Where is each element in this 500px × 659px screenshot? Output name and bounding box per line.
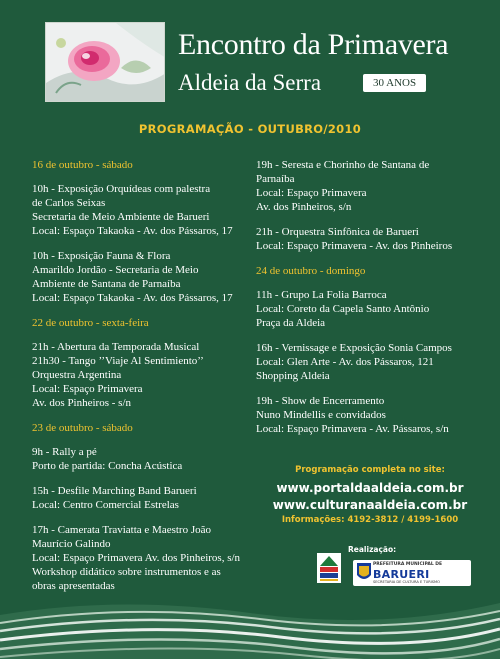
event-entry <box>32 340 257 410</box>
anniversary-badge <box>363 74 426 92</box>
event-line: 10h - Exposição Fauna & Flora <box>32 250 171 262</box>
event-line: Parnaíba <box>256 173 295 185</box>
event-line: de Carlos Seixas <box>32 197 106 209</box>
event-line: 19h - Seresta e Chorinho de Santana de <box>256 159 430 171</box>
logo-line: SECRETARIA DE CULTURA E TURISMO <box>373 580 440 584</box>
badge-text: 30 ANOS <box>373 77 417 89</box>
schedule-left-column <box>32 158 257 604</box>
event-line: Local: Espaço Takaoka - Av. dos Pássaros, 17 <box>32 225 233 237</box>
day-heading: 24 de outubro - domingo <box>256 265 366 277</box>
event-entry <box>32 523 257 593</box>
day-heading: 22 de outubro - sexta-feira <box>32 317 149 329</box>
info-block <box>256 465 484 525</box>
logo-line: BARUERI <box>373 568 430 581</box>
event-line: 9h - Rally a pé <box>32 446 97 458</box>
event-line: Local: Espaço Primavera - Av. dos Pinheiros <box>256 240 453 252</box>
event-line: Av. dos Pinheiros, s/n <box>256 201 352 213</box>
event-line: 16h - Vernissage e Exposição Sonia Campos <box>256 342 452 354</box>
event-line: Local: Espaço Takaoka - Av. dos Pássaros, 17 <box>32 292 233 304</box>
event-entry <box>32 484 257 512</box>
event-entry <box>256 225 484 253</box>
event-line: 10h - Exposição Orquídeas com palestra <box>32 183 211 195</box>
day-heading: 16 de outubro - sábado <box>32 159 133 171</box>
event-line: 21h30 - Tango ’’Viaje Al Sentimiento’’ <box>32 355 204 367</box>
realizacao-label: Realização: <box>348 545 397 554</box>
event-line: Praça da Aldeia <box>256 317 326 329</box>
event-line: Maurício Galindo <box>32 538 111 550</box>
event-line: Local: Espaço Primavera Av. dos Pinheiros, s/n <box>32 552 241 564</box>
event-line: Nuno Mindellis e convidados <box>256 409 386 421</box>
program-heading: PROGRAMAÇÃO - OUTUBRO/2010 <box>138 122 362 136</box>
day-heading: 23 de outubro - sábado <box>32 422 133 434</box>
decorative-waves <box>0 585 500 659</box>
event-entry <box>256 288 484 330</box>
event-line: 21h - Orquestra Sinfônica de Barueri <box>256 226 419 238</box>
event-entry <box>256 341 484 383</box>
event-line: Local: Espaço Primavera <box>256 187 367 199</box>
event-line: Secretaria de Meio Ambiente de Barueri <box>32 211 210 223</box>
event-line: Porto de partida: Concha Acústica <box>32 460 183 472</box>
aldeia-logo <box>316 552 342 584</box>
event-line: Local: Coreto da Capela Santo Antônio <box>256 303 430 315</box>
info-label: Programação completa no site: <box>295 465 445 475</box>
portal-link[interactable]: www.portaldaaldeia.com.br <box>276 481 464 495</box>
logo-line: PREFEITURA MUNICIPAL DE <box>373 562 443 567</box>
phone-info: Informações: 4192-3812 / 4199-1600 <box>281 515 459 525</box>
event-line: 21h - Abertura da Temporada Musical <box>32 341 200 353</box>
event-line: Local: Espaço Primavera - Av. Pássaros, s/n <box>256 423 449 435</box>
event-line: Ambiente de Santana de Parnaíba <box>32 278 181 290</box>
event-line: 17h - Camerata Traviatta e Maestro João <box>32 524 212 536</box>
cultura-link[interactable]: www.culturanaaldeia.com.br <box>272 498 468 512</box>
event-line: Orquestra Argentina <box>32 369 122 381</box>
schedule-right-column <box>256 158 484 447</box>
event-entry <box>256 158 484 214</box>
barueri-logo <box>353 560 471 586</box>
event-line: 15h - Desfile Marching Band Barueri <box>32 485 197 497</box>
event-line: Local: Espaço Primavera <box>32 383 143 395</box>
event-title: Encontro da Primavera <box>178 28 449 61</box>
event-line: Local: Glen Arte - Av. dos Pássaros, 121 <box>256 356 434 368</box>
event-entry <box>32 249 257 305</box>
event-entry <box>32 182 257 238</box>
event-line: Local: Centro Comercial Estrelas <box>32 499 179 511</box>
flower-painting-image <box>45 22 165 102</box>
event-line: 11h - Grupo La Folia Barroca <box>256 289 387 301</box>
event-line: Shopping Aldeia <box>256 370 330 382</box>
event-line: obras apresentadas <box>32 580 115 592</box>
event-line: Av. dos Pinheiros - s/n <box>32 397 131 409</box>
event-entry <box>256 394 484 436</box>
event-line: 19h - Show de Encerramento <box>256 395 385 407</box>
event-subtitle: Aldeia da Serra <box>178 70 322 95</box>
event-entry <box>32 445 257 473</box>
event-line: Workshop didático sobre instrumentos e as <box>32 566 221 578</box>
event-line: Amarildo Jordão - Secretaria de Meio <box>32 264 199 276</box>
